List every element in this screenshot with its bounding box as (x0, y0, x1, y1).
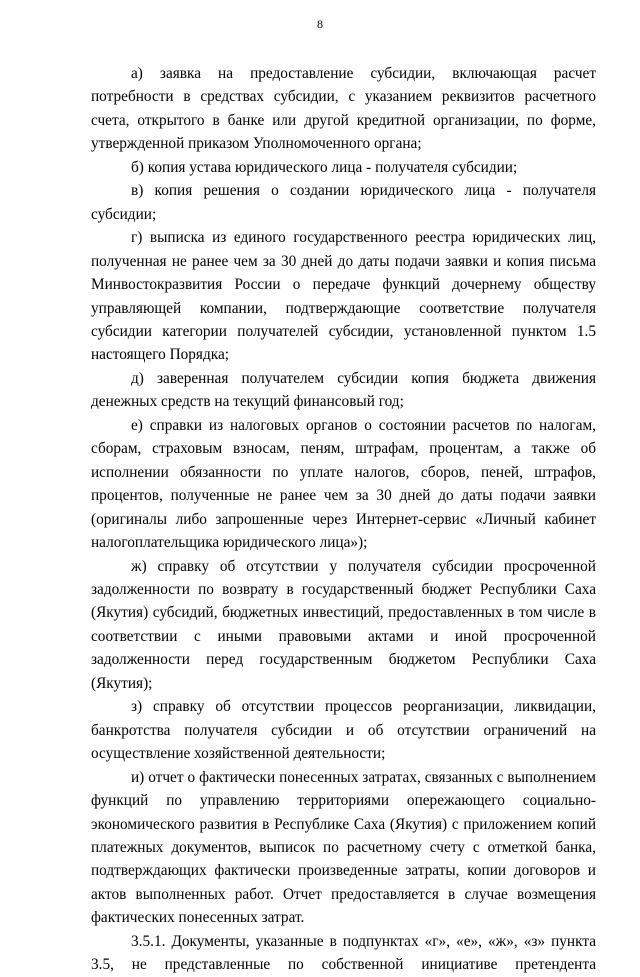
paragraph-v: в) копия решения о создании юридического лица - получателя субсидии; (91, 182, 596, 223)
paragraph-zh: ж) справку об отсутствии у получателя субсидии просроченной задолженности по возврату в государственный бюджет Республики Саха (Якутия) субсидий, бюджетных инвестиций, предоставленных в том числе в соответствии с иными правовыми актами и иной просроченной задолженности перед государственным бюджетом Республики Саха (Якутия); (91, 557, 596, 692)
paragraph-g: г) выписка из единого государственного реестра юридических лиц, полученная не ранее чем за 30 дней до даты подачи заявки и копия письма Минвостокразвития России о передаче функций дочернему обществу управляющей компании, подтверждающие соответствие получателя субсидии категории получателей субсидии, установленной пунктом 1.5 настоящего Порядка; (91, 229, 596, 364)
paragraph-i: и) отчет о фактически понесенных затратах, связанных с выполнением функций по управлению территориями опережающего социально-экономического развития в Республике Саха (Якутия) с приложением копий платежных документов, выписок по расчетному счету с отметкой банка, подтверждающих фактически произведенные затраты, копии договоров и актов выполненных работ. Отчет предоставляется в случае возмещения фактических понесенных затрат. (91, 768, 596, 927)
page-number: 8 (317, 17, 323, 31)
paragraph-d: д) заверенная получателем субсидии копия бюджета движения денежных средств на текущий финансовый год; (91, 369, 596, 411)
paragraph-a: а) заявка на предоставление субсидии, включающая расчет потребности в средствах субсидии, с указанием реквизитов расчетного счета, открытого в банке или другой кредитной организации, по форме, утвержденной приказом Уполномоченного органа; (91, 65, 596, 153)
paragraph-e: е) справки из налоговых органов о состоянии расчетов по налогам, сборам, страховым взносам, пеням, штрафам, процентам, а также об исполнении обязанности по уплате налогов, сборов, пеней, штрафов, процентов, полученные не ранее чем за 30 дней до даты подачи заявки (оригиналы либо запрошенные через Интернет-сервис «Личный кабинет налогоплательщика юридического лица»); (91, 416, 596, 552)
paragraph-3-5-1: 3.5.1. Документы, указанные в подпунктах «г», «е», «ж», «з» пункта 3.5, не представленные по собственной инициативе претендента (91, 932, 596, 974)
paragraph-z: з) справку об отсутствии процессов реорганизации, ликвидации, банкротства получателя субсидии и об отсутствии ограничений на осуществление хозяйственной деятельности; (91, 698, 596, 763)
document-body (91, 62, 596, 977)
paragraph-b: б) копия устава юридического лица - получателя субсидии; (131, 158, 518, 176)
